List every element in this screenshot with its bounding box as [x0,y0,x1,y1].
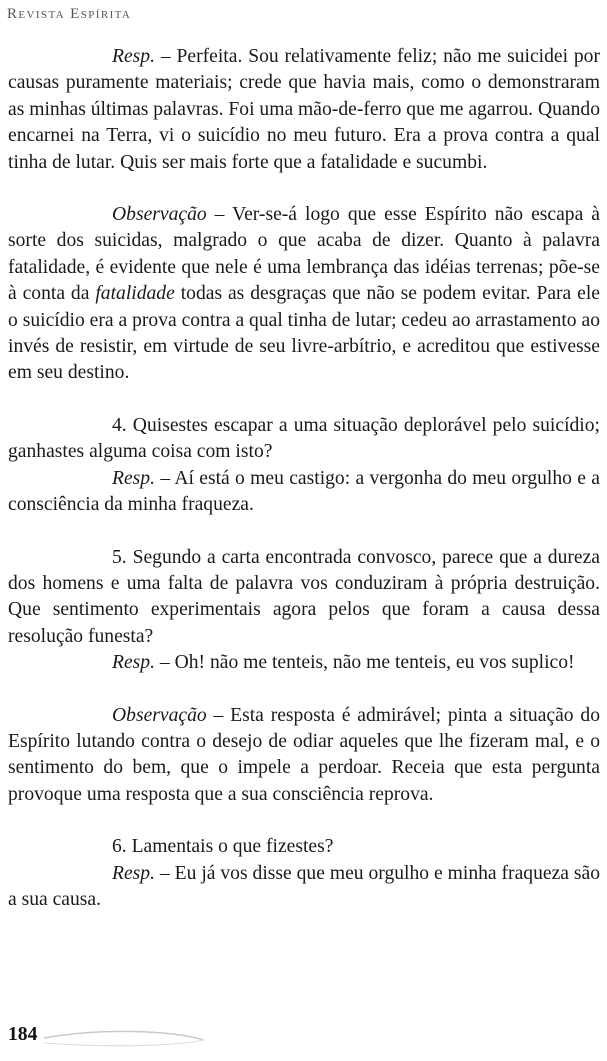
italic-run: Resp. [112,467,155,489]
text-run: 6. Lamentais o que fizestes? [112,836,334,858]
paragraph [8,834,600,860]
paragraph [8,545,600,651]
page-number: 184 [8,1024,38,1045]
text-run: – Esta resposta é admirável; pinta a situação do Espírito lutando contra o desejo de odiar aqueles que lhe fizeram mal, e o sentimento do bem, que o impele a perdoar. Receia que esta pergunta provoque uma resposta que a sua consciência reprova. [8,704,600,805]
paragraph [8,413,600,466]
italic-run: Observação [112,204,207,226]
italic-run: Resp. [112,46,155,67]
text-run: – Ver-se-á logo que esse Espírito não escapa à sorte dos suicidas, malgrado o que acaba de dizer. Quanto à palavra fatalidade, é evidente que nele é uma lembrança das idéias terrenas; põe-se à conta da [8,204,600,305]
text-run: todas as desgraças que não se podem evitar. Para ele o suicídio era a prova contra a qual tinha de lutar; cedeu ao arrastamento ao invés de resistir, em virtude de seu livre-arbítrio, e acreditou que estivesse em seu destino. [8,283,600,384]
italic-run: fatalidade [95,283,175,305]
paragraph [8,466,600,519]
page-body [8,44,600,913]
text-run: 4. Quisestes escapar a uma situação deplorável pelo suicídio; ganhastes alguma coisa com isto? [8,414,600,463]
paragraph [8,202,600,387]
text-run: – Oh! não me tenteis, não me tenteis, eu vos suplico! [155,652,575,674]
paragraph [8,861,600,914]
text-run: – Aí está o meu castigo: a vergonha do meu orgulho e a consciência da minha fraqueza. [8,467,600,516]
text-run: 5. Segundo a carta encontrada convosco, parece que a dureza dos homens e uma falta de palavra vos conduziram à própria destruição. Que sentimento experimentais agora pelos que foram a causa dessa resolução funesta? [8,546,600,647]
paragraph [8,44,600,176]
italic-run: Observação [112,704,207,726]
text-run: – Eu já vos disse que meu orgulho e minha fraqueza são a sua causa. [8,862,600,910]
paragraph [8,650,600,676]
running-header: Revista Espírita [7,6,132,22]
italic-run: Resp. [112,652,155,674]
text-run: – Perfeita. Sou relativamente feliz; não me suicidei por causas puramente materiais; crede que havia mais, como o demonstraram as minhas últimas palavras. Foi uma mão-de-ferro que me agarrou. Quando encarnei na Terra, vi o suicídio no meu futuro. Era a prova contra a qual tinha de lutar. Quis ser mais forte que a fatalidade e sucumbi. [8,46,600,173]
italic-run: Resp. [112,862,155,884]
paragraph [8,703,600,809]
